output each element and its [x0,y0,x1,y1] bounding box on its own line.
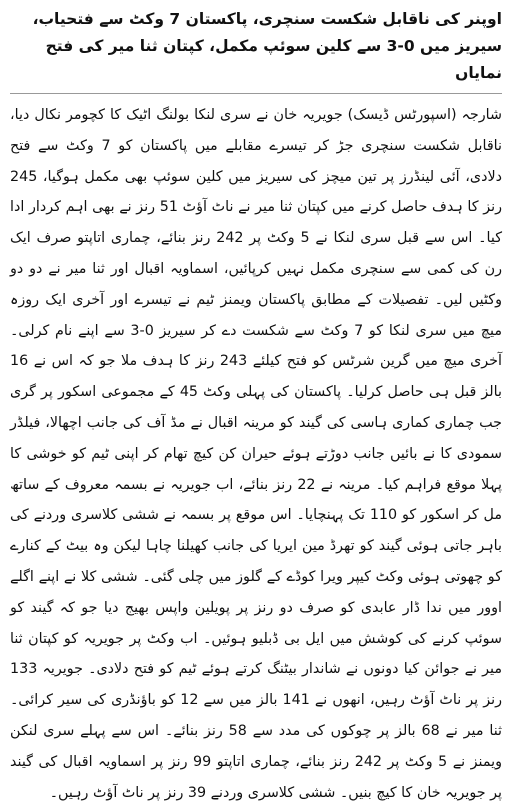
article-body: شارجہ (اسپورٹس ڈیسک) جویریہ خان نے سری لنکا بولنگ اٹیک کا کچومر نکال دیا، ناقابل شکست سنچری جڑ کر تیسرے مقابلے میں پاکستان کو 7 وکٹ سے فتح دلادی، آئی لینڈرز پر تین میچز کی سیریز میں کلین سوئپ بھی مکمل ہوگیا، 245 رنز کا ہدف حاصل کرنے میں کپتان ثنا میر نے ناٹ آؤٹ 51 رنز نے بھی اہم کردار ادا کیا۔ اس سے قبل سری لنکا نے 5 وکٹ پر 242 رنز بنائے، چماری اتاپتو صرف ایک رن کی کمی سے سنچری مکمل نہیں کرپائیں، اسماویہ اقبال اور ثنا میر نے دو دو وکٹیں لیں۔ تفصیلات کے مطابق پاکستان ویمنز ٹیم نے تیسرے اور آخری ایک روزہ میچ میں سری لنکا کو 7 وکٹ سے شکست دے کر سیریز 0-3 سے اپنے نام کرلی۔ آخری میچ میں گرین شرٹس کو فتح کیلئے 243 رنز کا ہدف ملا جو کہ اس نے 16 بالز قبل ہی حاصل کرلیا۔ پاکستان کی پہلی وکٹ 45 کے مجموعی اسکور پر گری جب چماری کماری ہاسی کی گیند کو مرینہ اقبال نے مڈ آف کی جانب اچھالا، فیلڈر سمودی کا نے بائیں جانب دوڑتے ہوئے حیران کن کیچ تھام کر اپنی ٹیم کو خوشی کا پہلا موقع فراہم کیا۔ مرینہ نے 22 رنز بنائے، اب جویریہ نے بسمہ معروف کے ساتھ مل کر اسکور کو 110 تک پہنچایا۔ اس موقع پر بسمہ نے ششی کلاسری وردنے کی باہر جاتی ہوئی گیند کو تھرڈ مین ایریا کی جانب کھیلنا چاہا لیکن وہ بیٹ کے کنارے کو چھوتی ہوئی وکٹ کیپر ویرا کوڈے کے گلوز میں چلی گئی۔ ششی کلا نے اپنے اگلے اوور میں ندا ڈار عابدی کو صرف دو رنز پر پویلین واپس بھیج دیا جو کہ گیند کو سوئپ کرنے کی کوشش میں ایل بی ڈبلیو ہوئیں۔ اب وکٹ پر جویریہ کو کپتان ثنا میر نے جوائن کیا دونوں نے شاندار بیٹنگ کرتے ہوئے ٹیم کو فتح دلادی۔ جویریہ 133 رنز پر ناٹ آؤٹ رہیں، انھوں نے 141 بالز میں سے 12 کو باؤنڈری کی سیر کرائی۔ ثنا میر نے 68 بالز پر چوکوں کی مدد سے 58 رنز بنائے۔ اس سے پہلے سری لنکن ویمنز نے 5 وکٹ پر 242 رنز بنائے، چماری اتاپتو 99 رنز پر اسماویہ اقبال کی گیند پر جویریہ خان کا کیچ بنیں۔ ششی کلاسری وردنے 39 رنز پر ناٹ آؤٹ رہیں۔ [10,107,503,801]
headline-divider [10,93,502,94]
article-headline: اوپنر کی ناقابل شکست سنچری، پاکستان 7 وکٹ سے فتحیاب، سیریز میں 0-3 سے کلین سوئپ مکمل، کپتان ثنا میر کی فتح نمایاں [32,10,502,82]
